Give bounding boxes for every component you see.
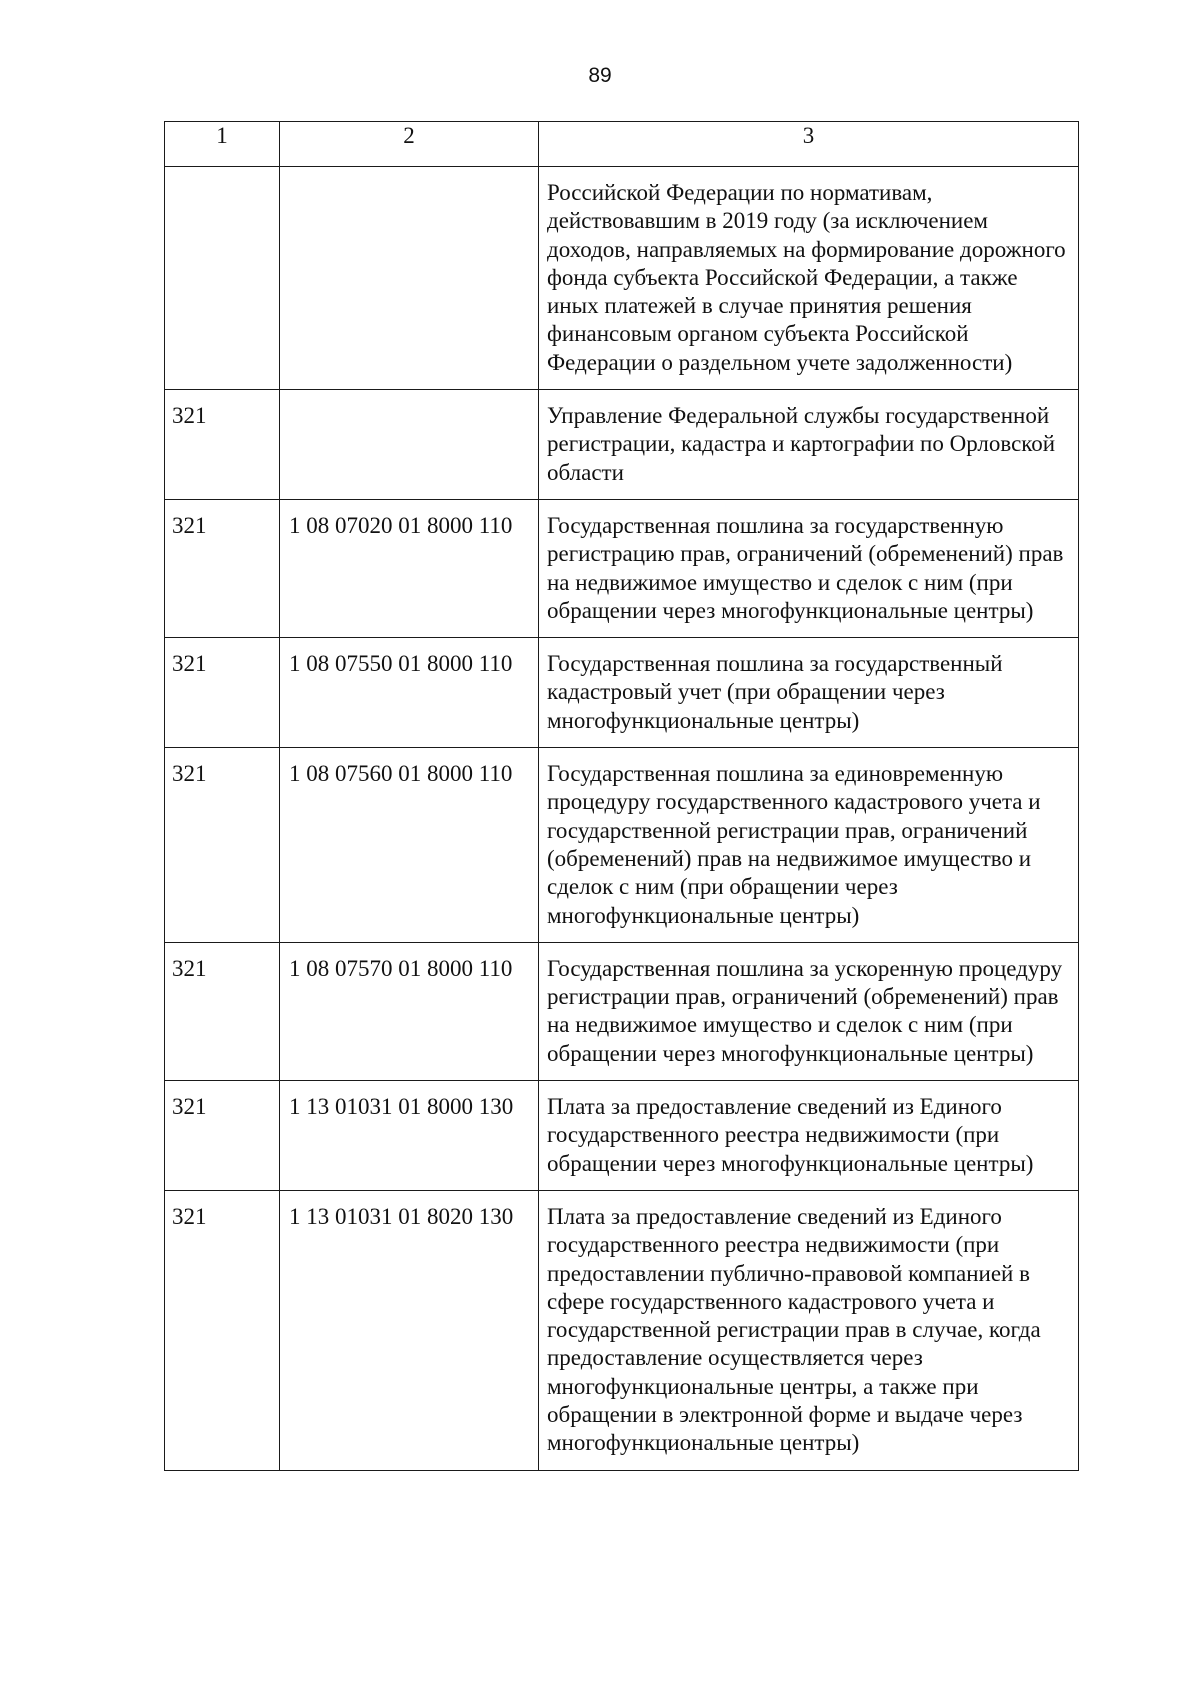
description-cell: Управление Федеральной службы государственной регистрации, кадастра и картографии по Орловской области (539, 390, 1079, 500)
table-row (165, 1190, 1079, 1470)
column-header-2: 2 (280, 122, 539, 167)
table-row (165, 942, 1079, 1080)
revenue-code-cell (280, 390, 539, 500)
column-header-3: 3 (539, 122, 1079, 167)
revenue-code-cell: 1 08 07550 01 8000 110 (280, 638, 539, 748)
budget-codes-table (164, 121, 1079, 1471)
column-header-1: 1 (165, 122, 280, 167)
revenue-code-cell: 1 08 07570 01 8000 110 (280, 942, 539, 1080)
description-cell: Государственная пошлина за государственный кадастровый учет (при обращении через многофункциональные центры) (539, 638, 1079, 748)
revenue-code-cell (280, 167, 539, 390)
admin-code-cell: 321 (165, 499, 280, 637)
description-cell: Государственная пошлина за государственную регистрацию прав, ограничений (обременений) прав на недвижимое имущество и сделок с ним (при обращении через многофункциональные центры) (539, 499, 1079, 637)
table-row (165, 1081, 1079, 1191)
revenue-code-cell: 1 08 07560 01 8000 110 (280, 748, 539, 943)
description-cell: Плата за предоставление сведений из Единого государственного реестра недвижимости (при обращении через многофункциональные центры) (539, 1081, 1079, 1191)
admin-code-cell: 321 (165, 1190, 280, 1470)
revenue-code-cell: 1 08 07020 01 8000 110 (280, 499, 539, 637)
admin-code-cell: 321 (165, 942, 280, 1080)
admin-code-cell: 321 (165, 638, 280, 748)
revenue-code-cell: 1 13 01031 01 8020 130 (280, 1190, 539, 1470)
admin-code-cell (165, 167, 280, 390)
table-row (165, 390, 1079, 500)
description-cell: Российской Федерации по нормативам, действовавшим в 2019 году (за исключением доходов, направляемых на формирование дорожного фонда субъекта Российской Федерации, а также иных платежей в случае принятия решения финансовым органом субъекта Российской Федерации о раздельном учете задолженности) (539, 167, 1079, 390)
admin-code-cell: 321 (165, 390, 280, 500)
table-row (165, 748, 1079, 943)
table-row (165, 167, 1079, 390)
table-header-row (165, 122, 1079, 167)
description-cell: Плата за предоставление сведений из Единого государственного реестра недвижимости (при предоставлении публично-правовой компанией в сфере государственного кадастрового учета и государственной регистрации прав в случае, когда предоставление осуществляется через многофункциональные центры, а также при обращении в электронной форме и выдаче через многофункциональные центры) (539, 1190, 1079, 1470)
table-row (165, 638, 1079, 748)
table-row (165, 499, 1079, 637)
description-cell: Государственная пошлина за ускоренную процедуру регистрации прав, ограничений (обременений) прав на недвижимое имущество и сделок с ним (при обращении через многофункциональные центры) (539, 942, 1079, 1080)
revenue-code-cell: 1 13 01031 01 8000 130 (280, 1081, 539, 1191)
admin-code-cell: 321 (165, 748, 280, 943)
admin-code-cell: 321 (165, 1081, 280, 1191)
description-cell: Государственная пошлина за единовременную процедуру государственного кадастрового учета и государственной регистрации прав, ограничений (обременений) прав на недвижимое имущество и сделок с ним (при обращении через многофункциональные центры) (539, 748, 1079, 943)
page-number: 89 (588, 64, 612, 87)
